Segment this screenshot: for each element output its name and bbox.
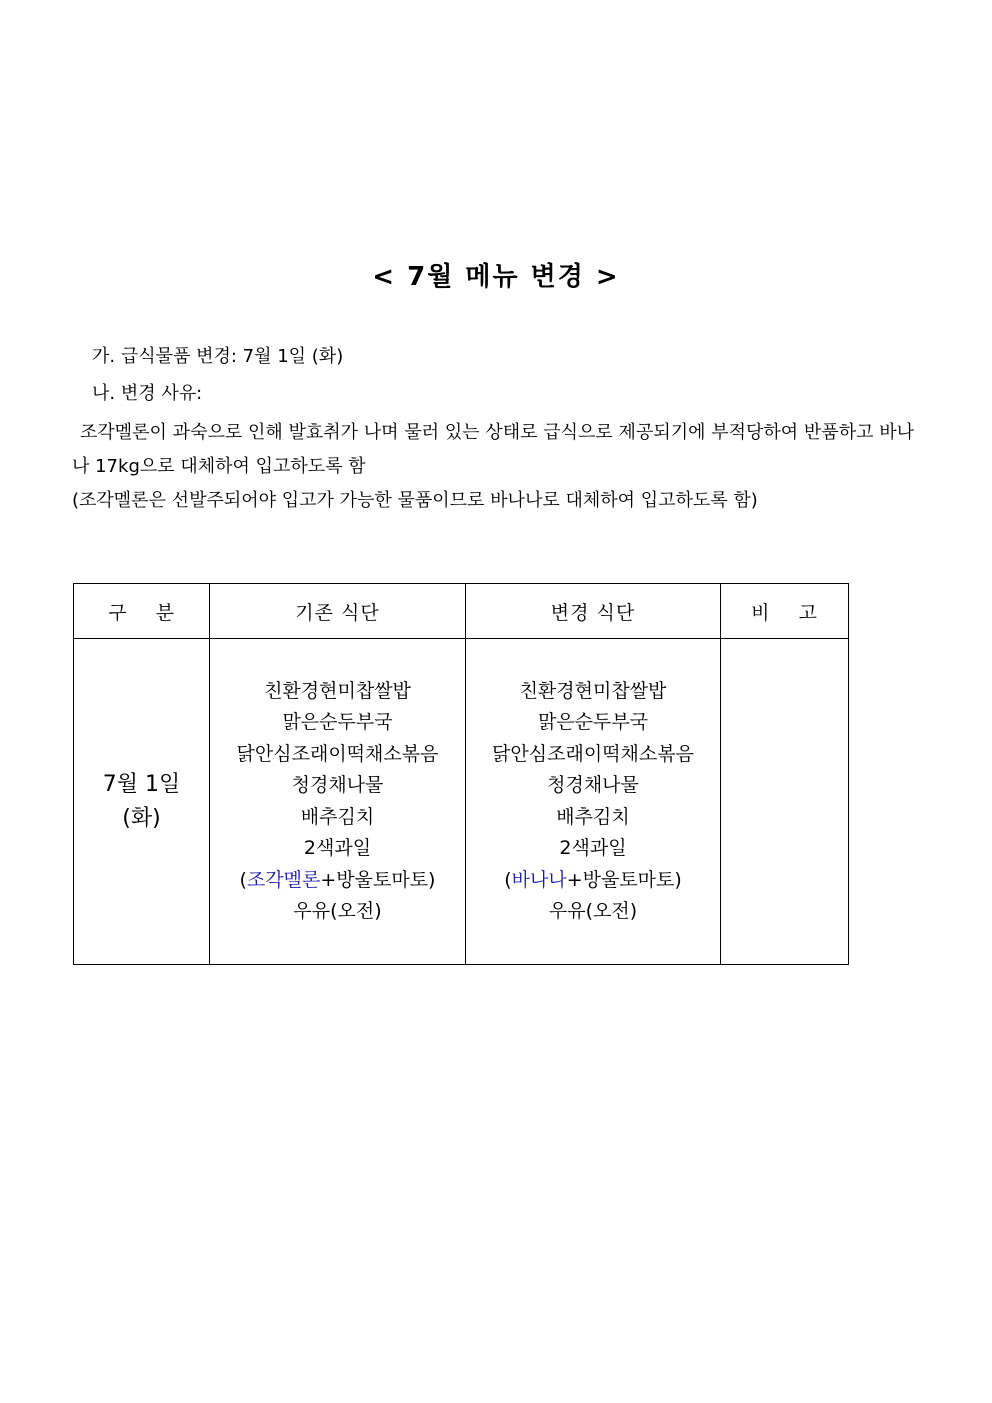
changed-menu-cell [466,639,721,965]
table-header-row [74,584,849,639]
note-cell [721,639,849,965]
menu-item: 배추김치 [556,805,630,828]
menu-change-table [73,583,849,965]
item-change-date: 가. 급식물품 변경: 7월 1일 (화) [92,346,344,367]
header-changed-menu: 변경 식단 [466,584,721,639]
paren-open: ( [504,868,512,891]
menu-item-fruit [466,865,720,897]
menu-item: 맑은순두부국 [282,711,393,733]
paren-open: ( [239,868,247,891]
menu-item: 친환경현미찹쌀밥 [519,679,667,702]
menu-item: 우유(오전) [293,900,382,922]
header-original-menu: 기존 식단 [210,584,466,639]
fruit-rest: +방울토마토) [320,868,436,891]
weekday-text: (화) [122,805,161,831]
table-row [74,639,849,965]
menu-item: 닭안심조래이떡채소볶음 [492,742,694,765]
menu-item-fruit [210,865,465,897]
item-change-reason-label: 나. 변경 사유: [92,383,203,404]
reason-note: (조각멜론은 선발주되어야 입고가 가능한 물품이므로 바나나로 대체하여 입고하도록 함) [72,490,758,511]
reason-text [72,416,914,518]
header-category: 구 분 [74,584,210,639]
date-cell [74,639,210,965]
fruit-rest: +방울토마토) [566,868,682,891]
menu-item: 2색과일 [303,837,372,859]
menu-item: 친환경현미찹쌀밥 [264,679,411,702]
original-menu-cell [210,639,466,965]
menu-item: 닭안심조래이떡채소볶음 [236,742,439,765]
header-note: 비 고 [721,584,849,639]
menu-item: 우유(오전) [548,900,638,922]
menu-item: 2색과일 [559,837,627,859]
highlight-original-fruit: 조각멜론 [246,868,321,891]
menu-item: 청경채나물 [547,774,639,796]
menu-item: 배추김치 [300,805,375,828]
date-text: 7월 1일 [102,771,181,797]
reason-paragraph: 조각멜론이 과숙으로 인해 발효취가 나며 물러 있는 상태로 급식으로 제공되기에 부적당하여 반품하고 바나나 17kg으로 대체하여 입고하도록 함 [72,422,914,477]
menu-item: 청경채나물 [291,774,384,796]
page-title: < 7월 메뉴 변경 > [372,262,620,292]
menu-item: 맑은순두부국 [537,711,649,733]
highlight-changed-fruit: 바나나 [511,868,567,891]
